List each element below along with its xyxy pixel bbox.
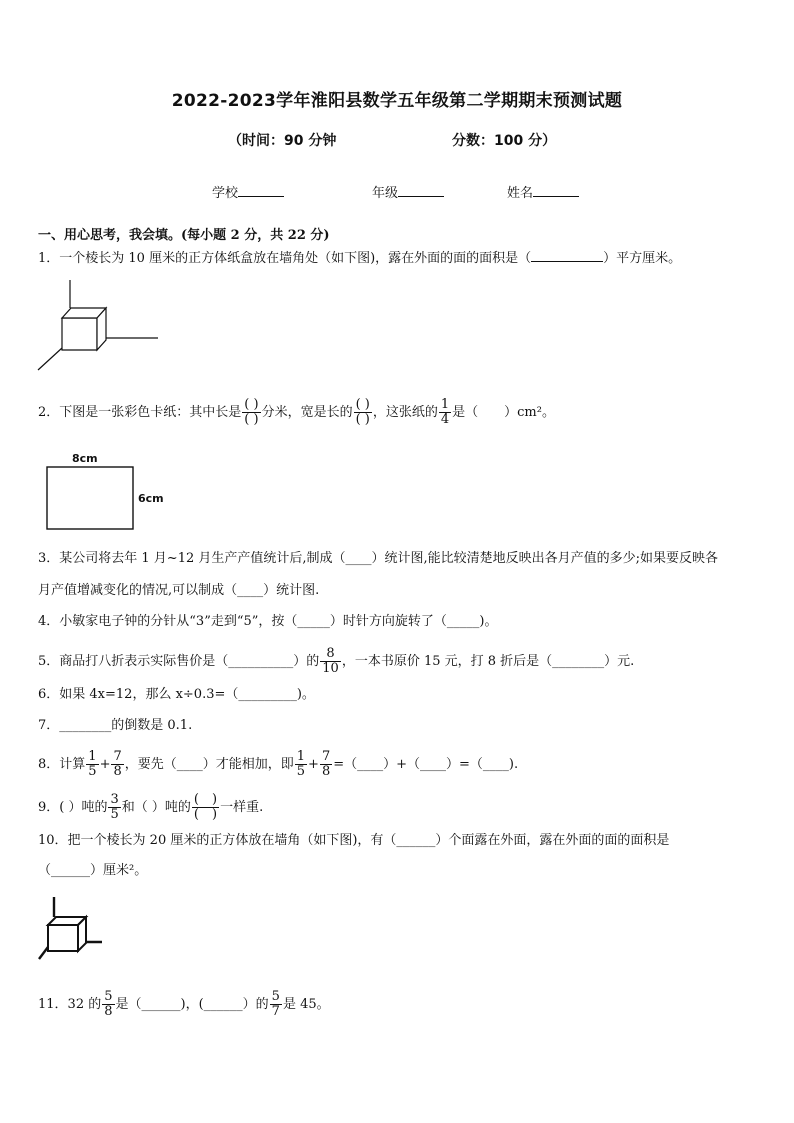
question-3-line1: 3．某公司将去年 1 月~12 月生产产值统计后,制成（____）统计图,能比较清楚地反映出各月产值的多少;如果要反映各	[38, 551, 719, 566]
section-heading: 一、用心思考，我会填。(每小题 2 分，共 22 分)	[38, 228, 330, 243]
q11-text-a: 11．32 的	[38, 997, 102, 1012]
colored-card-rectangle	[46, 466, 136, 532]
question-9	[38, 793, 263, 822]
question-10-line1: 10．把一个棱长为 20 厘米的正方体放在墙角（如下图)，有（______）个面露在外面，露在外面的面的面积是	[38, 833, 670, 848]
q2-text-a: 2．下图是一张彩色卡纸：其中长是	[38, 405, 242, 420]
q9-f1-den: 5	[110, 807, 119, 822]
question-10-line2: （______）厘米²。	[38, 863, 148, 878]
q8-fraction-4	[320, 750, 332, 779]
q11-f1-num: 5	[104, 989, 113, 1004]
card-height-label: 6cm	[138, 492, 164, 505]
q9-text-b: 和（ ）吨的	[121, 800, 191, 815]
question-8	[38, 750, 518, 779]
q9-text-c: 一样重.	[220, 800, 264, 815]
q8-fraction-3	[295, 750, 307, 779]
q8-text-b: ，要先（____）才能相加，即	[124, 757, 294, 772]
question-7: 7．________的倒数是 0.1.	[38, 718, 193, 733]
q8-f1-num: 1	[88, 749, 97, 764]
q2-frac3-den: 4	[440, 412, 450, 427]
q9-f2-den: ( )	[193, 807, 218, 822]
question-3-line2: 月产值增减变化的情况,可以制成（____）统计图.	[38, 583, 320, 598]
q11-f1-den: 8	[104, 1004, 113, 1019]
grade-blank[interactable]	[398, 184, 444, 197]
q8-f3-den: 5	[296, 764, 306, 779]
q1-text-b: ）平方厘米。	[603, 251, 682, 266]
school-label: 学校	[212, 186, 239, 201]
q8-f2-num: 7	[113, 749, 122, 764]
q8-fraction-1	[86, 750, 98, 779]
grade-label: 年级	[372, 186, 399, 201]
corner-cube-figure-1	[36, 280, 166, 375]
question-4: 4．小敏家电子钟的分针从“3”走到“5”，按（_____）时针方向旋转了（_____)。	[38, 614, 498, 629]
q2-frac2-num: ( )	[355, 397, 370, 412]
q8-f4-den: 8	[321, 764, 331, 779]
q11-text-c: 是 45。	[282, 997, 330, 1012]
q9-f2-num: ( )	[193, 792, 218, 807]
q11-f2-den: 7	[271, 1004, 280, 1019]
q5-text-a: 5．商品打八折表示实际售价是（__________）的	[38, 654, 320, 669]
q11-f2-num: 5	[271, 989, 280, 1004]
q9-fraction-2[interactable]	[192, 793, 219, 822]
q2-frac1-num: ( )	[244, 397, 259, 412]
q5-text-b: ，一本书原价 15 元，打 8 折后是（________）元.	[341, 654, 635, 669]
q9-text-a: 9．( ）吨的	[38, 800, 108, 815]
q11-fraction-2	[270, 990, 282, 1019]
question-5	[38, 647, 634, 676]
grade-field	[372, 182, 444, 201]
q2-text-d: 是（ ）cm²。	[452, 405, 555, 420]
q8-f3-num: 1	[296, 749, 306, 764]
q2-length-fraction[interactable]	[242, 398, 260, 427]
school-field	[212, 182, 284, 201]
q2-quarter-fraction	[439, 398, 451, 427]
q8-plus-2: +	[308, 757, 319, 772]
name-field	[507, 182, 579, 201]
total-score: 分数：100 分）	[452, 133, 557, 149]
q8-f4-num: 7	[321, 749, 331, 764]
school-blank[interactable]	[238, 184, 284, 197]
q5-fraction	[320, 647, 341, 676]
q2-frac2-den: ( )	[355, 412, 370, 427]
question-2	[38, 398, 555, 427]
q8-text-a: 8．计算	[38, 757, 86, 772]
q1-answer-blank[interactable]	[531, 248, 603, 262]
q8-text-c: =（____）+（____）=（____).	[333, 757, 519, 772]
q2-text-c: ，这张纸的	[372, 405, 438, 420]
card-width-label: 8cm	[72, 452, 98, 465]
name-label: 姓名	[507, 186, 534, 201]
time-limit: （时间：90 分钟	[228, 133, 337, 149]
q2-text-b: 分米，宽是长的	[261, 405, 353, 420]
q8-plus: +	[99, 757, 111, 772]
page-title: 2022-2023学年淮阳县数学五年级第二学期期末预测试题	[171, 91, 623, 111]
q1-text-a: 1．一个棱长为 10 厘米的正方体纸盒放在墙角处（如下图)，露在外面的面的面积是（	[38, 251, 532, 266]
q5-frac-num: 8	[320, 647, 341, 662]
q5-frac-den: 10	[322, 661, 339, 676]
q8-fraction-2	[111, 750, 123, 779]
question-6: 6．如果 4x=12，那么 x÷0.3=（_________)。	[38, 687, 315, 702]
q9-fraction-1	[108, 793, 120, 822]
question-1	[38, 248, 681, 269]
question-11	[38, 990, 330, 1019]
name-blank[interactable]	[533, 184, 579, 197]
q8-f2-den: 8	[113, 764, 122, 779]
corner-cube-figure-2	[38, 897, 108, 963]
q11-text-b: 是（______)，(______）的	[115, 997, 269, 1012]
q8-f1-den: 5	[88, 764, 97, 779]
q11-fraction-1	[102, 990, 114, 1019]
q9-f1-num: 3	[110, 792, 119, 807]
q2-frac3-num: 1	[440, 397, 450, 412]
q2-frac1-den: ( )	[244, 412, 259, 427]
q2-width-fraction[interactable]	[354, 398, 372, 427]
